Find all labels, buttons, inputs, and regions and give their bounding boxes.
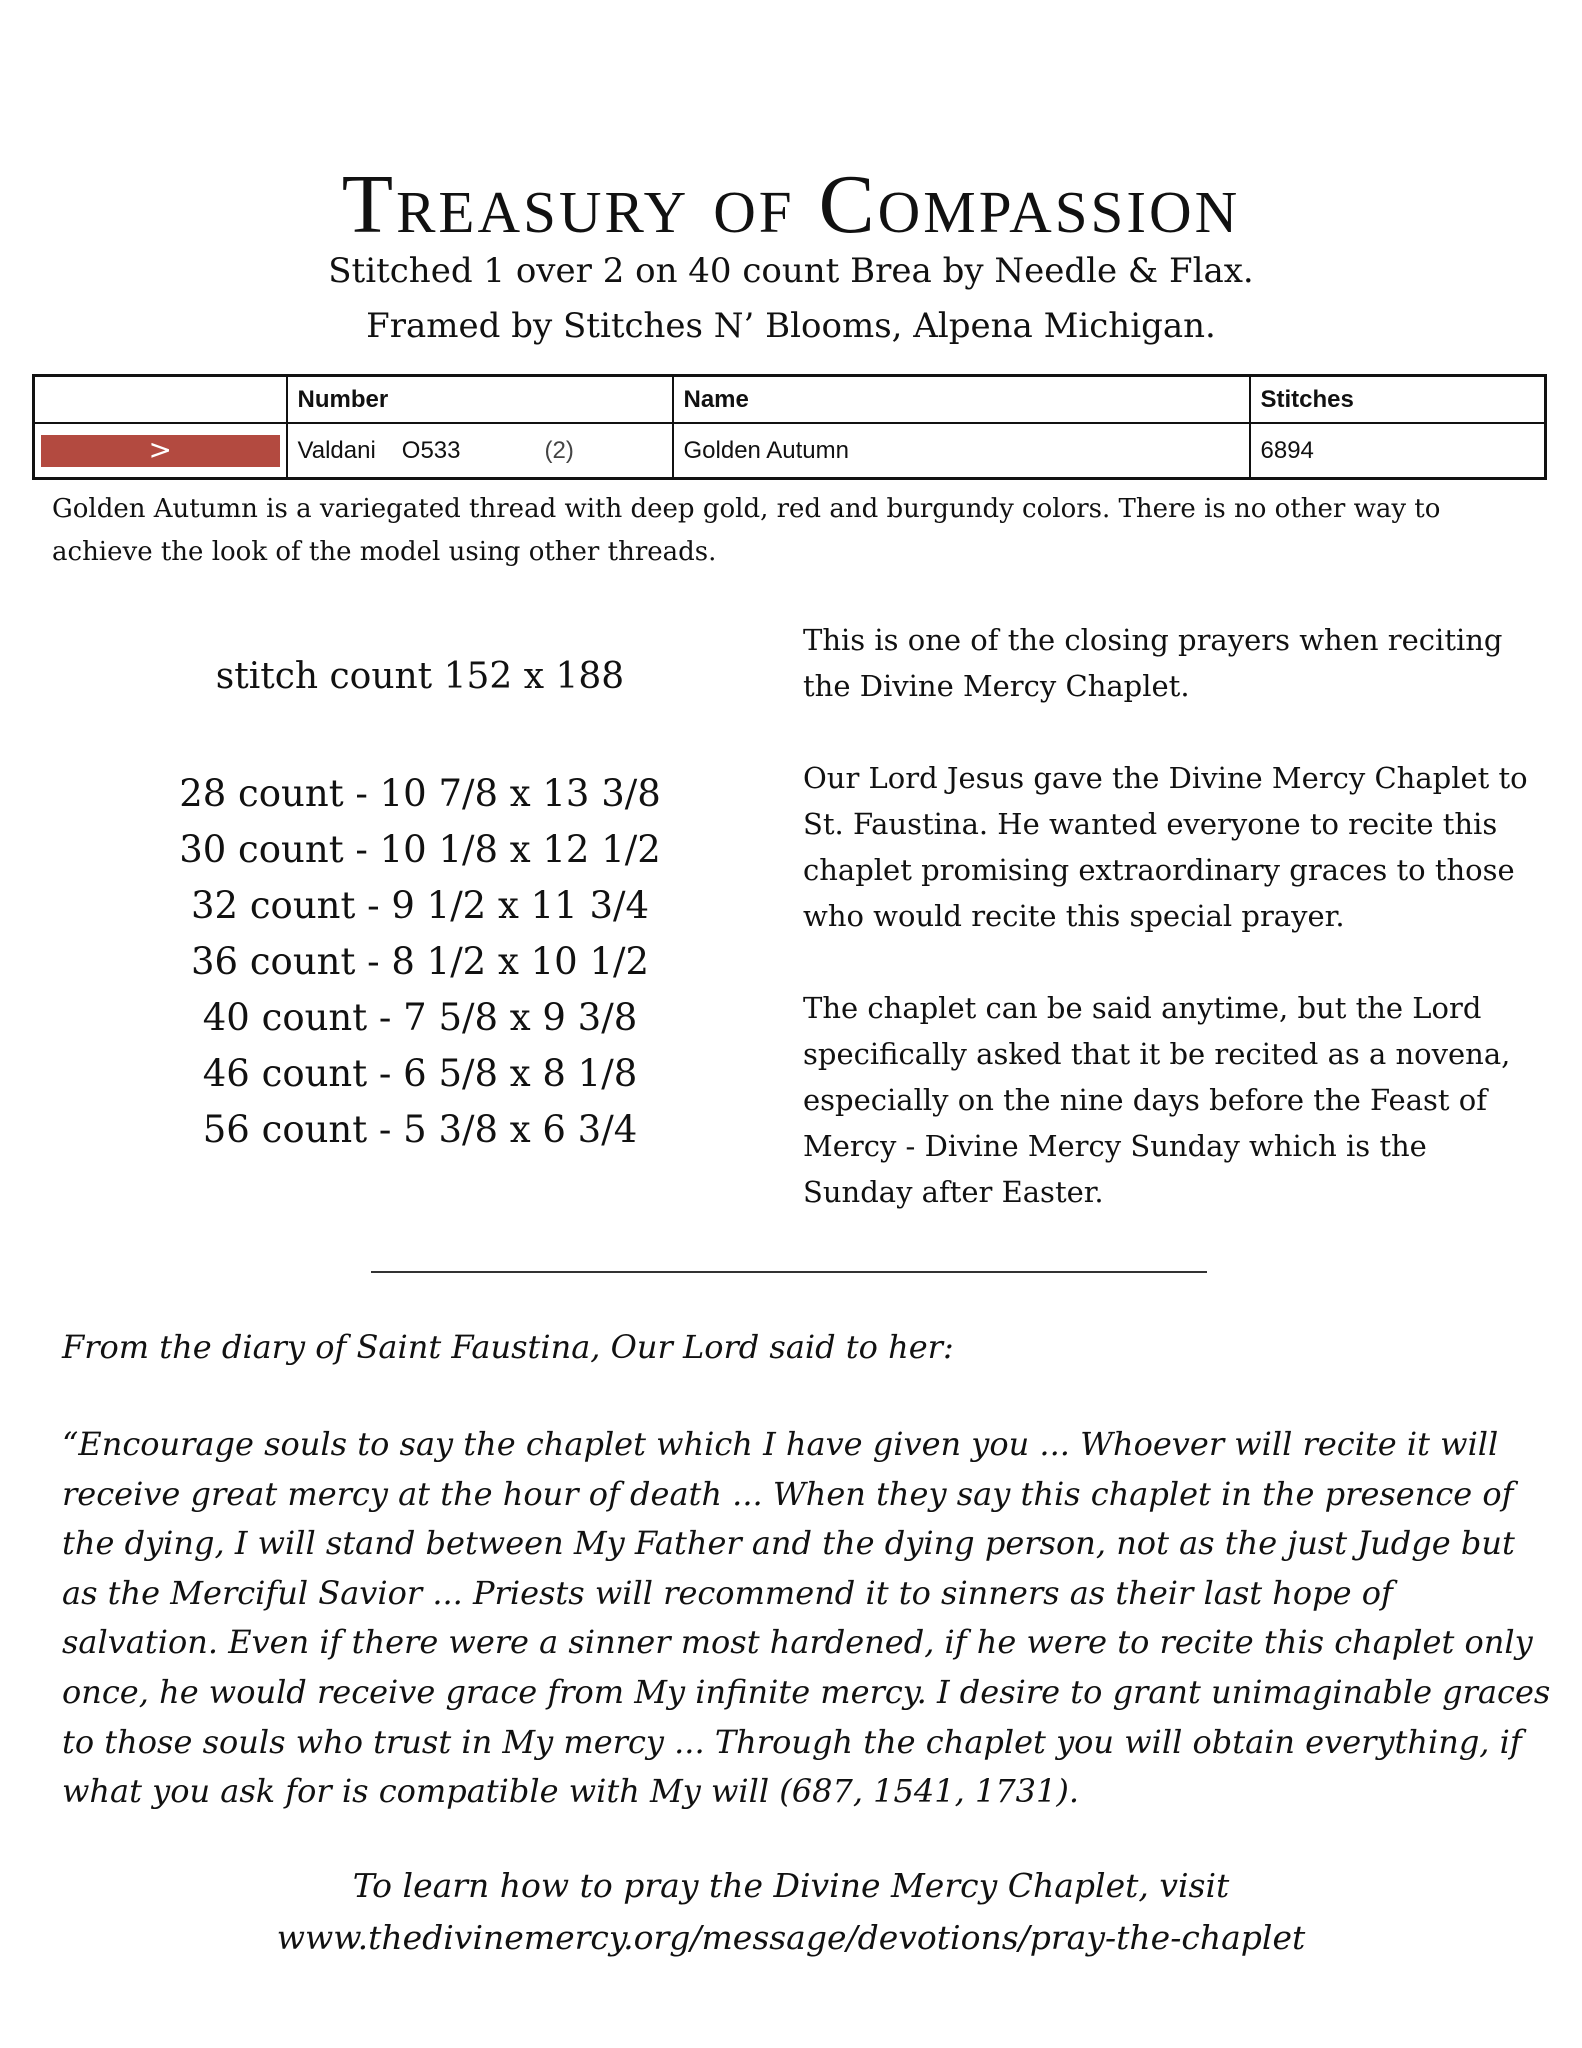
section-divider [371, 1271, 1207, 1273]
description-paragraph: The chaplet can be said anytime, but the Lord specifically asked that it be recited as a novena, especially on the nine days before the Feast of Mercy - Divine Mercy Sunday which is the Sunday after Easter. [803, 991, 1511, 1209]
list-item: 36 count - 8 1/2 x 10 1/2 [190, 940, 650, 983]
thread-number: O533 [401, 436, 461, 464]
list-item: 56 count - 5 3/8 x 6 3/4 [202, 1108, 638, 1151]
table-header-number: Number [287, 376, 673, 424]
chaplet-description [803, 617, 1543, 1261]
thread-number-cell [287, 423, 673, 479]
subtitle [0, 244, 1582, 354]
list-item: 30 count - 10 1/8 x 12 1/2 [179, 828, 661, 871]
page-title: Treasury of Compassion [341, 158, 1241, 252]
description-paragraph: Our Lord Jesus gave the Divine Mercy Chaplet to St. Faustina. He wanted everyone to recite this chaplet promising extraordinary graces to those who would recite this special prayer. [803, 761, 1528, 933]
thread-quantity: (2) [544, 436, 574, 464]
thread-brand: Valdani [297, 436, 376, 464]
footer [0, 1860, 1582, 1964]
table-header-row [34, 376, 1546, 424]
footer-link[interactable]: www.thedivinemercy.org/message/devotions/pray-the-chaplet [276, 1918, 1306, 1957]
list-item: 28 count - 10 7/8 x 13 3/8 [179, 772, 661, 815]
table-header-symbol [34, 376, 287, 424]
diary-quote: “Encourage souls to say the chaplet which I have given you ... Whoever will recite it will receive great mercy at the hour of death ... When they say this chaplet in the presence of the dying, I will stand between My Father and the dying person, not as the just Judge but as the Merciful Savior ... Priests will recommend it to sinners as their last hope of salvation. Even if there were a sinner most hardened, if he were to recite this chaplet only once, he would receive grace from My infinite mercy. I desire to grant unimaginable graces to those souls who trust in My mercy ... Through the chaplet you will obtain everything, if what you ask for is compatible with My will (687, 1541, 1731). [62, 1425, 1551, 1811]
thread-swatch-cell [34, 423, 287, 479]
list-item: 40 count - 7 5/8 x 9 3/8 [202, 996, 638, 1039]
thread-stitches-cell: 6894 [1250, 423, 1546, 479]
thread-color-swatch: > [41, 435, 280, 467]
thread-name-cell: Golden Autumn [673, 423, 1250, 479]
table-row [34, 423, 1546, 479]
subtitle-framing-line: Framed by Stitches N’ Blooms, Alpena Michigan. [366, 306, 1216, 346]
stitch-count: stitch count 152 x 188 [215, 656, 625, 697]
description-paragraph: This is one of the closing prayers when reciting the Divine Mercy Chaplet. [803, 623, 1503, 703]
thread-table [32, 374, 1547, 480]
subtitle-fabric-line: Stitched 1 over 2 on 40 count Brea by Needle & Flax. [328, 251, 1254, 291]
list-item: 32 count - 9 1/2 x 11 3/4 [190, 884, 650, 927]
fabric-size-list [120, 766, 720, 1158]
diary-intro: From the diary of Saint Faustina, Our Lord said to her: [62, 1328, 954, 1366]
thread-note: Golden Autumn is a variegated thread with deep gold, red and burgundy colors. There is no other way to achieve the look of the model using other threads. [52, 494, 1441, 567]
table-header-stitches: Stitches [1250, 376, 1546, 424]
table-header-name: Name [673, 376, 1250, 424]
list-item: 46 count - 6 5/8 x 8 1/8 [202, 1052, 638, 1095]
footer-text: To learn how to pray the Divine Mercy Chaplet, visit [352, 1866, 1230, 1905]
